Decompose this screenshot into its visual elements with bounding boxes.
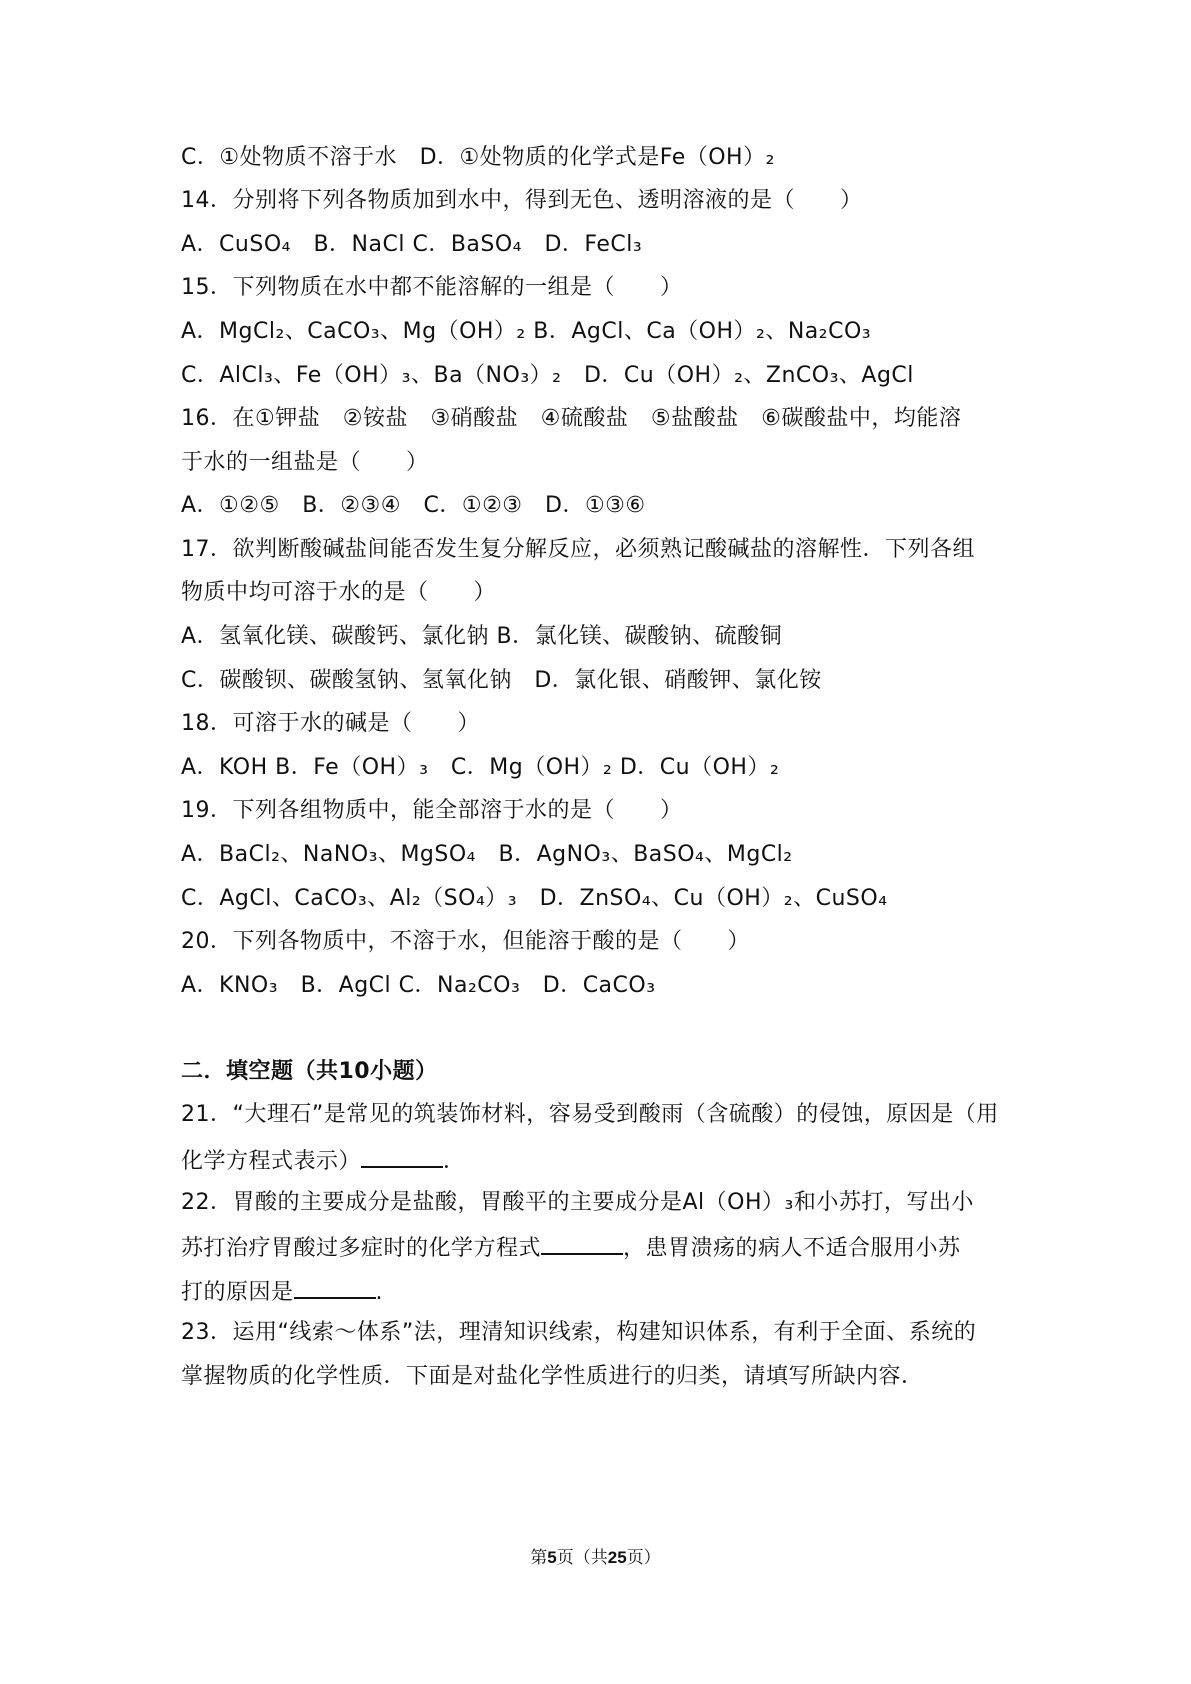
- question-15: 15．下列物质在水中都不能溶解的一组是（ ）: [181, 275, 683, 300]
- question-23-cont: 掌握物质的化学性质．下面是对盐化学性质进行的归类，请填写所缺内容．: [181, 1364, 924, 1389]
- question-18: 18．可溶于水的碱是（ ）: [181, 711, 480, 736]
- question-19-options-cd: C．AgCl、CaCO₃、Al₂（SO₄）₃ D．ZnSO₄、Cu（OH）₂、CuSO₄: [181, 886, 888, 911]
- question-17: 17．欲判断酸碱盐间能否发生复分解反应，必须熟记酸碱盐的溶解性．下列各组: [181, 537, 975, 562]
- question-15-options-ab: A．MgCl₂、CaCO₃、Mg（OH）₂ B．AgCl、Ca（OH）₂、Na₂CO₃: [181, 319, 872, 344]
- question-16: 16．在①钾盐 ②铵盐 ③硝酸盐 ④硫酸盐 ⑤盐酸盐 ⑥碳酸盐中，均能溶: [181, 406, 962, 431]
- question-22-text: 苏打治疗胃酸过多症时的化学方程式: [181, 1236, 542, 1261]
- question-22-text-2: ，患胃溃疡的病人不适合服用小苏: [623, 1236, 961, 1261]
- question-21-end: ．: [443, 1149, 466, 1174]
- footer-suffix: 页）: [626, 1548, 661, 1568]
- question-22-text-3: 打的原因是: [181, 1280, 294, 1305]
- footer-mid: 页（共: [556, 1548, 608, 1568]
- footer-prefix: 第: [530, 1548, 548, 1568]
- footer-page-number: 5: [547, 1548, 557, 1567]
- question-21: 21．“大理石”是常见的筑装饰材料，容易受到酸雨（含硫酸）的侵蚀，原因是（用: [181, 1102, 999, 1127]
- answer-blank: [361, 1144, 443, 1168]
- question-16-options: A．①②⑤ B．②③④ C．①②③ D．①③⑥: [181, 493, 646, 518]
- answer-blank: [541, 1231, 623, 1255]
- question-17-cont: 物质中均可溶于水的是（ ）: [181, 580, 497, 605]
- question-19-options-ab: A．BaCl₂、NaNO₃、MgSO₄ B．AgNO₃、BaSO₄、MgCl₂: [181, 842, 793, 867]
- question-14-options: A．CuSO₄ B．NaCl C．BaSO₄ D．FeCl₃: [181, 232, 643, 257]
- section-title: 二．填空题（共10小题）: [181, 1059, 438, 1084]
- question-21-text: 化学方程式表示）: [181, 1149, 362, 1174]
- question-22-end: .: [375, 1280, 384, 1305]
- question-21-cont: [181, 1144, 1021, 1177]
- question-17-options-ab: A．氢氧化镁、碳酸钙、氯化钠 B．氯化镁、碳酸钠、硫酸铜: [181, 624, 783, 649]
- question-14: 14．分别将下列各物质加到水中，得到无色、透明溶液的是（ ）: [181, 188, 863, 213]
- question-22-cont-2: [181, 1275, 1021, 1308]
- page-footer: [0, 1546, 1191, 1570]
- question-19: 19．下列各组物质中，能全部溶于水的是（ ）: [181, 798, 683, 823]
- question-20-options: A．KNO₃ B．AgCl C．Na₂CO₃ D．CaCO₃: [181, 973, 656, 998]
- question-18-options: A．KOH B．Fe（OH）₃ C．Mg（OH）₂ D．Cu（OH）₂: [181, 755, 780, 780]
- answer-blank: [294, 1275, 376, 1299]
- question-17-options-cd: C．碳酸钡、碳酸氢钠、氢氧化钠 D．氯化银、硝酸钾、氯化铵: [181, 668, 822, 693]
- question-23: 23．运用“线索～体系”法，理清知识线索，构建知识体系，有利于全面、系统的: [181, 1320, 977, 1345]
- text-line: C．①处物质不溶于水 D．①处物质的化学式是Fe（OH）₂: [181, 145, 775, 170]
- question-15-options-cd: C．AlCl₃、Fe（OH）₃、Ba（NO₃）₂ D．Cu（OH）₂、ZnCO₃、AgCl: [181, 363, 914, 388]
- footer-total-pages: 25: [607, 1548, 627, 1567]
- question-20: 20．下列各物质中，不溶于水，但能溶于酸的是（ ）: [181, 929, 750, 954]
- question-16-cont: 于水的一组盐是（ ）: [181, 450, 429, 475]
- question-22-cont: [181, 1231, 1021, 1264]
- question-22: 22．胃酸的主要成分是盐酸，胃酸平的主要成分是Al（OH）₃和小苏打，写出小: [181, 1190, 974, 1215]
